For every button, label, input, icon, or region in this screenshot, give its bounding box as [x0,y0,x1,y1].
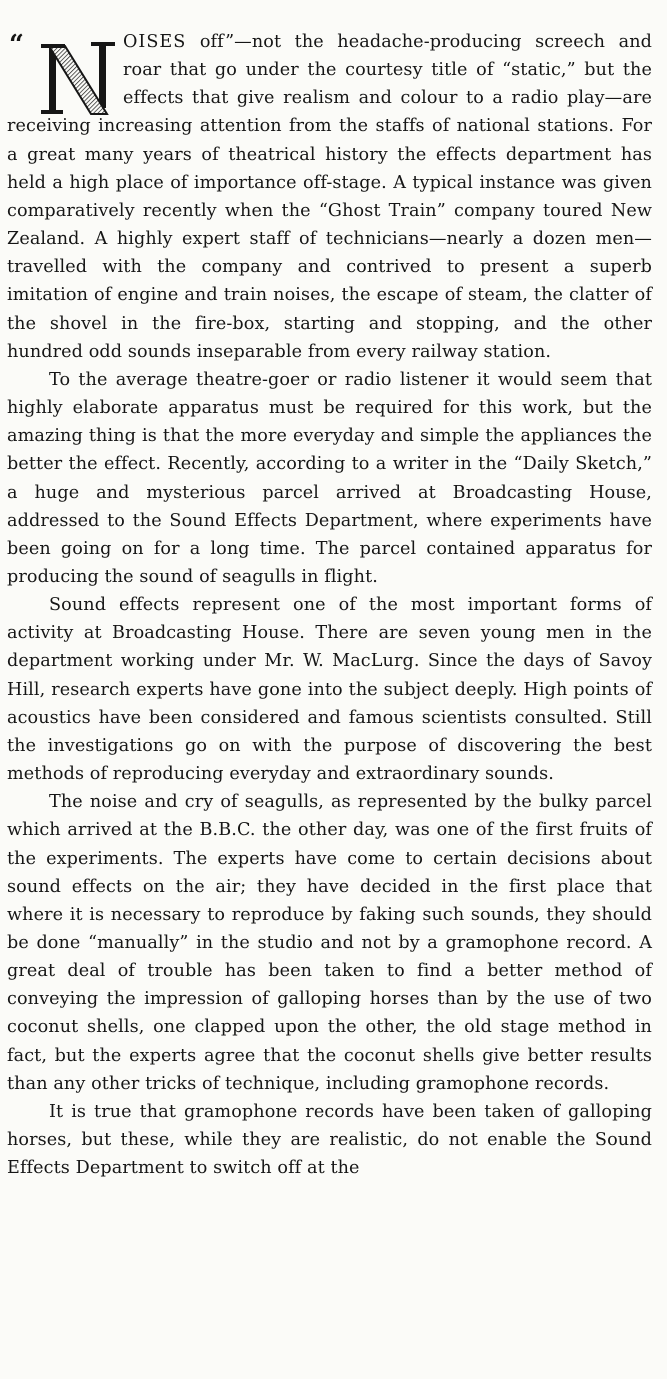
paragraph-1-text: off”—not the headache-producing screech and roar that go under the courtesy title of “static,” but the effects that give realism and colour to a radio play—are receiving increasing attention from the staffs of national stations. For a great many years of theatrical history the effects department has held a high place of importance off-stage. A typical instance was given comparatively recently when the “Ghost Train” company toured New Zealand. A highly expert staff of technicians—nearly a dozen men—travelled with the company and contrived to present a superb imitation of engine and train noises, the escape of steam, the clatter of the shovel in the fire-box, starting and stopping, and the other hundred odd sounds inseparable from every railway station. [7,32,652,362]
first-word-rest: OISES [123,32,187,52]
drop-cap [7,28,119,112]
paragraph-5: It is true that gramophone records have been taken of galloping horses, but these, while they are realistic, do not enable the Sound Effects Department to switch off at the [7,1101,652,1179]
paragraph-2: To the average theatre-goer or radio listener it would seem that highly elaborate apparatus must be required for this work, but the amazing thing is that the more everyday and simple the appliances the better the effect. Recently, according to a writer in the “Daily Sketch,” a huge and mysterious parcel arrived at Broadcasting House, addressed to the Sound Effects Department, where experiments have been going on for a long time. The parcel contained apparatus for producing the sound of seagulls in flight. [7,369,652,587]
paragraph-4: The noise and cry of seagulls, as represented by the bulky parcel which arrived at the B.B.C. the other day, was one of the first fruits of the experiments. The experts have come to certain decisions about sound effects on the air; they have decided in the first place that where it is necessary to reproduce by faking such sounds, they should be done “manually” in the studio and not by a gramophone record. A great deal of trouble has been taken to find a better method of conveying the impression of galloping horses than by the use of two coconut shells, one clapped upon the other, the old stage method in fact, but the experts agree that the coconut shells give better results than any other tricks of technique, including gramophone records. [7,792,652,1094]
ornamental-drop-cap-n [41,38,117,120]
drop-cap-letter: N [39,36,40,37]
article-column [7,28,652,1182]
paragraph-1 [7,28,652,366]
drop-cap-letter-graphic [41,38,117,120]
paragraph-3: Sound effects represent one of the most important forms of activity at Broadcasting House. There are seven young men in the department working under Mr. W. MacLurg. Since the days of Savoy Hill, research experts have gone into the subject deeply. High points of acoustics have been considered and famous scientists consulted. Still the investigations go on with the purpose of discovering the best methods of reproducing everyday and extraordinary sounds. [7,595,652,785]
opening-quote: “ [9,30,22,60]
